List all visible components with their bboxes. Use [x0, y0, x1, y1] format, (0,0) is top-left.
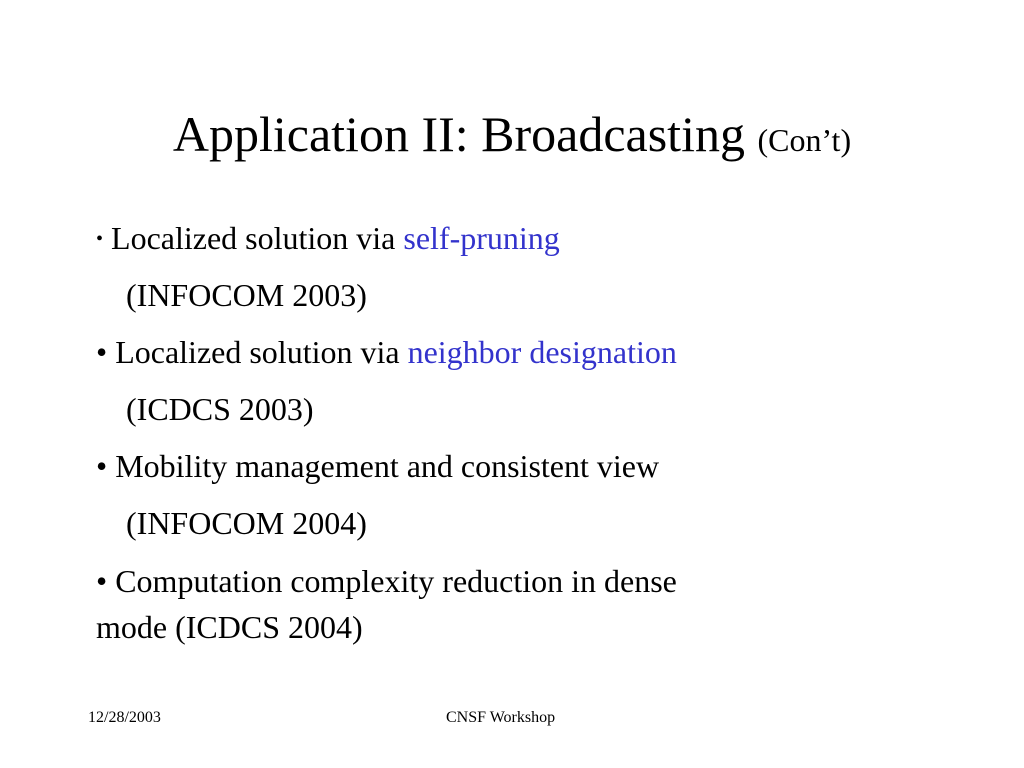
bullet-venue-3: (INFOCOM 2004): [126, 505, 367, 541]
bullet-continuation-4: mode (ICDCS 2004): [96, 609, 363, 645]
slide-title: [0, 104, 1024, 170]
bullet-item-1: [96, 218, 560, 263]
bullet-text: Computation complexity reduction in dense: [115, 563, 677, 599]
bullet-text: Localized solution via: [111, 220, 396, 256]
bullet-item-2: [96, 332, 677, 372]
slide-title-main: Application II: Broadcasting: [172, 106, 745, 162]
bullet-text: Mobility management and consistent view: [115, 448, 660, 484]
bullet-dot: •: [96, 448, 108, 484]
bullet-dot: •: [96, 334, 108, 370]
footer-date: 12/28/2003: [88, 709, 161, 726]
bullet-item-4: [96, 561, 677, 601]
bullet-venue-1: (INFOCOM 2003): [126, 277, 367, 313]
footer-event: CNSF Workshop: [446, 709, 556, 726]
bullet-venue-2: (ICDCS 2003): [126, 391, 314, 427]
bullet-item-3: [96, 446, 659, 486]
slide-title-suffix: (Con’t): [757, 122, 852, 158]
bullet-highlight: self-pruning: [403, 220, 560, 256]
bullet-text: Localized solution via: [115, 334, 400, 370]
bullet-dot: •: [96, 563, 108, 599]
bullet-highlight: neighbor designation: [407, 334, 677, 370]
bullet-dot: •: [96, 228, 104, 250]
